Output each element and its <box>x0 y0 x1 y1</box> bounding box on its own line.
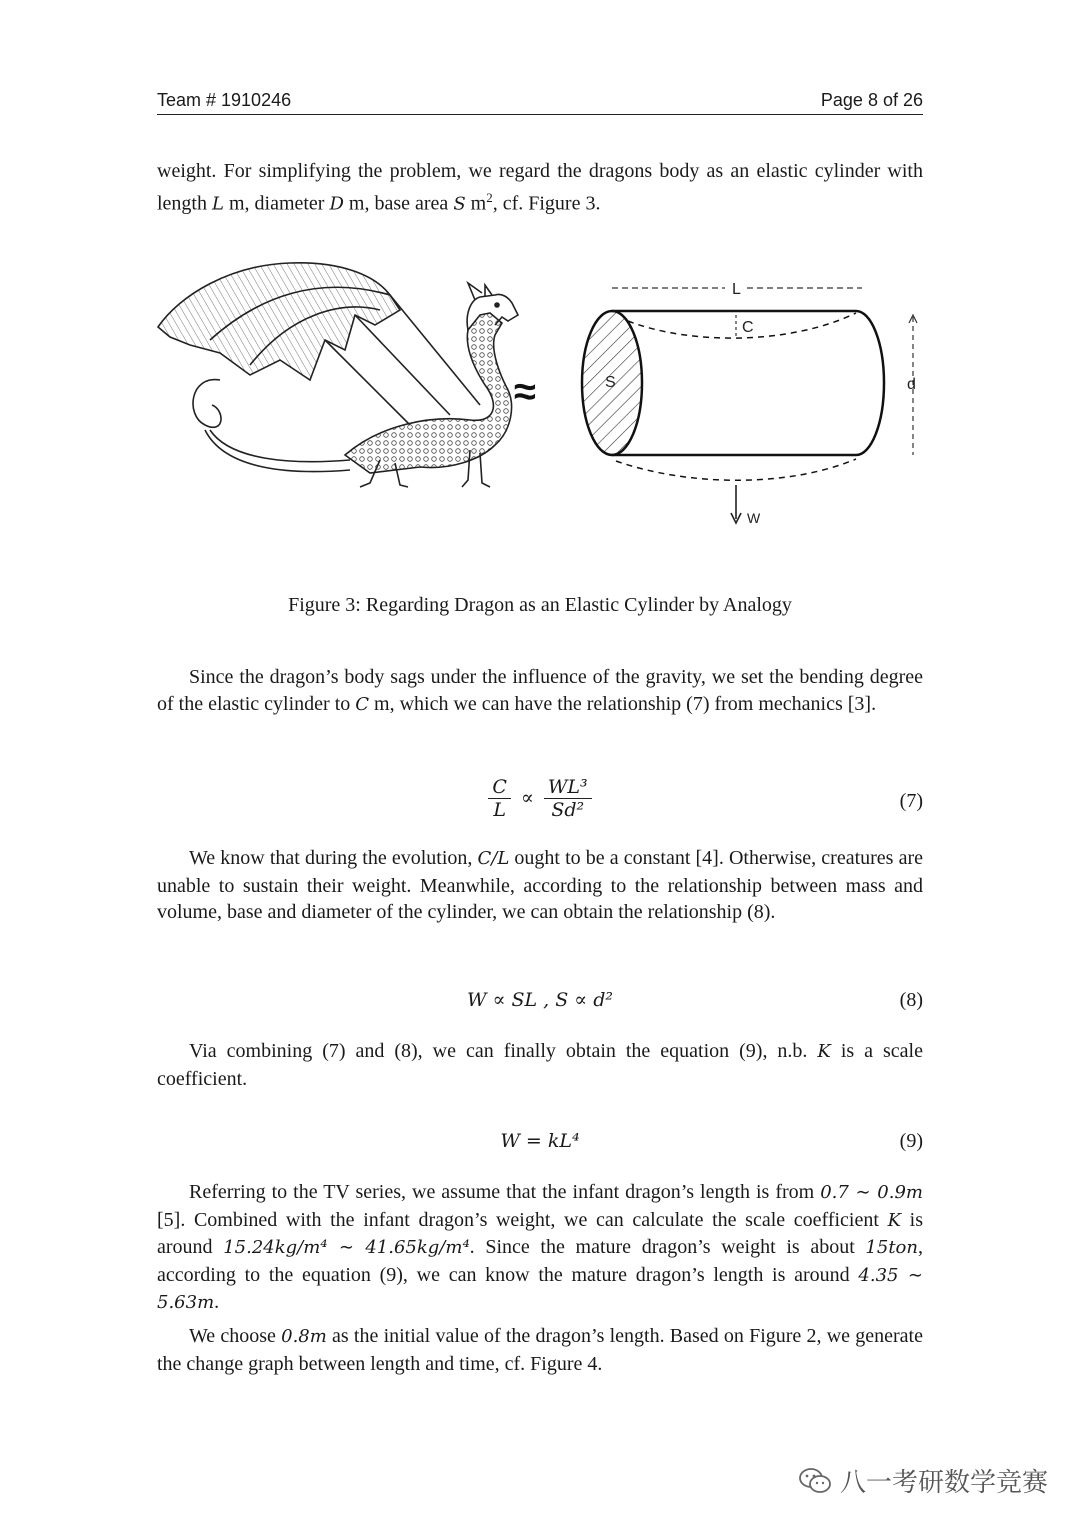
dragon-tail <box>193 380 350 462</box>
watermark-text: 八一考研数学竞赛 <box>839 1468 1048 1498</box>
paragraph-initial-value: We choose 0.8m as the initial value of the dragon’s length. Based on Figure 2, we generate the change graph between length and time, cf. Figure 4. <box>157 1325 923 1375</box>
label-C: C <box>742 319 754 336</box>
page-number: Page 8 of 26 <box>820 90 923 110</box>
paragraph-evolution: We know that during the evolution, C/L ought to be a constant [4]. Otherwise, creatures are unable to sustain their weight. Meanwhile, according to the relationship between mass and volume, base and diameter of the cylinder, we can obtain the relationship (8). <box>157 847 923 923</box>
team-number: Team # 1910246 <box>157 90 292 110</box>
equation-7-label: (7) <box>899 790 923 812</box>
paragraph-tv-series: Referring to the TV series, we assume that the infant dragon’s length is from 0.7 ∼ 0.9m [5]. Combined with the infant dragon’s weight, we can calculate the scale coefficient K is around 15.24kg/m⁴ ∼ 41.65kg/m⁴. Since the mature dragon’s weight is about 15ton, according to the equation (9), we can know the mature dragon’s length is around 4.35 ∼ 5.63m. <box>157 1181 923 1313</box>
dragon-wing <box>158 263 400 380</box>
equation-8: W ∝ SL , S ∝ d² (8) <box>467 989 923 1011</box>
elastic-cylinder <box>582 281 917 526</box>
wechat-icon <box>798 1466 832 1496</box>
equation-9: W = kL⁴ (9) <box>500 1130 923 1152</box>
figure-caption: Figure 3: Regarding Dragon as an Elastic Cylinder by Analogy <box>288 594 792 616</box>
paragraph-bending: Since the dragon’s body sags under the influence of the gravity, we set the bending degree of the elastic cylinder to C m, which we can have the relationship (7) from mechanics [3]. <box>157 666 923 715</box>
label-L: L <box>732 281 741 298</box>
label-S: S <box>605 374 616 391</box>
equation-7: $\frac{C}{L}$ ∝ $\frac{\text{WL³}}{\text{Sd²}}$ (7) <box>157 776 923 830</box>
approx-symbol: ≈ <box>514 370 536 414</box>
equation-8-label: (8) <box>899 989 923 1011</box>
watermark <box>798 1462 1048 1499</box>
dragon-illustration <box>158 263 518 487</box>
paragraph-intro: weight. For simplifying the problem, we regard the dragons body as an elastic cylinder with length L m, diameter D m, base area S $m^2$, cf. Figure 3. <box>157 160 923 215</box>
equation-9-label: (9) <box>899 1130 923 1152</box>
paragraph-combining: Via combining (7) and (8), we can finally obtain the equation (9), n.b. K is a scale coefficient. <box>157 1040 923 1090</box>
label-W: W <box>747 510 761 526</box>
label-d: d <box>907 376 916 393</box>
figure-3 <box>150 255 930 545</box>
page-header <box>157 88 923 115</box>
